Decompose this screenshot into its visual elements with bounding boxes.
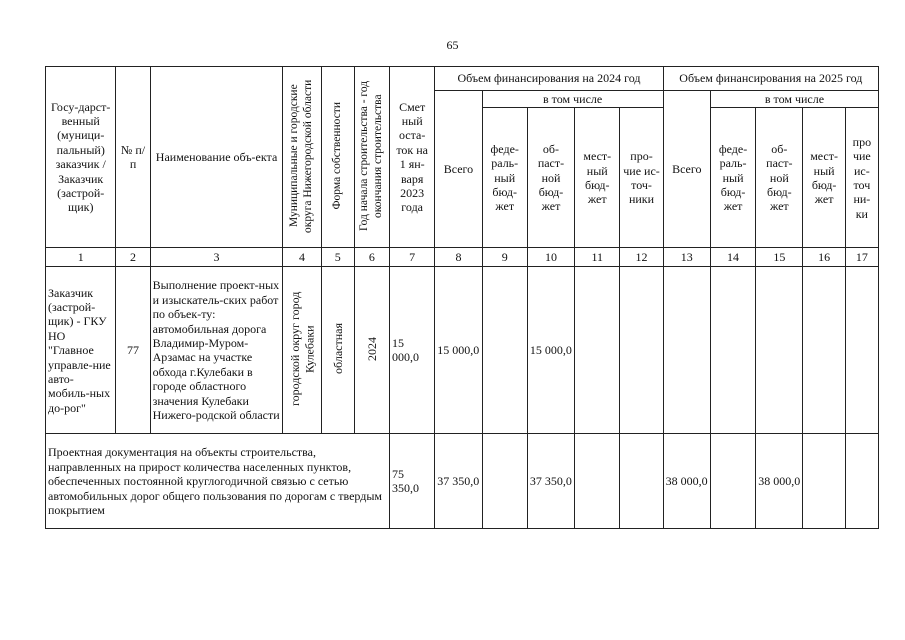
row-number: 77	[116, 267, 150, 434]
row-estimate-balance: 15 000,0	[390, 267, 435, 434]
column-number: 3	[150, 248, 283, 267]
column-number: 10	[527, 248, 574, 267]
row-federal-2025	[710, 267, 755, 434]
financing-table	[45, 66, 879, 529]
column-number: 5	[321, 248, 354, 267]
row-regional-2024: 15 000,0	[527, 267, 574, 434]
header-financing-2024: Объем финансирования на 2024 год	[435, 67, 663, 91]
header-ownership	[321, 67, 354, 248]
header-estimate-balance: Смет ный оста-ток на 1 ян-варя 2023 года	[390, 67, 435, 248]
summary-total-2025: 38 000,0	[663, 434, 710, 529]
summary-regional-2024: 37 350,0	[527, 434, 574, 529]
row-municipality	[283, 267, 321, 434]
header-other-2025: про чие ис-точ ни-ки	[845, 108, 878, 248]
summary-other-2024	[620, 434, 663, 529]
page-number: 65	[446, 38, 459, 52]
header-object-name: Наименование объ-екта	[150, 67, 283, 248]
column-number: 16	[803, 248, 845, 267]
column-number: 17	[845, 248, 878, 267]
column-number: 11	[575, 248, 620, 267]
row-object-name: Выполнение проект-ных и изыскатель-ских работ по объек-ту: автомобильная дорога Владимир-Муром-Арзамас на участке обхода г.Кулебаки в городе областного значения Кулебаки Нижего-родской области	[150, 267, 283, 434]
row-ownership	[321, 267, 354, 434]
row-years	[354, 267, 389, 434]
row-federal-2024	[482, 267, 527, 434]
summary-federal-2025	[710, 434, 755, 529]
column-number: 13	[663, 248, 710, 267]
header-federal-2024: феде-раль-ный бюд-жет	[482, 108, 527, 248]
summary-other-2025	[845, 434, 878, 529]
column-number: 8	[435, 248, 482, 267]
column-number: 2	[116, 248, 150, 267]
header-other-2024: про-чие ис-точ-ники	[620, 108, 663, 248]
column-number: 6	[354, 248, 389, 267]
column-number: 12	[620, 248, 663, 267]
row-regional-2025	[756, 267, 803, 434]
row-total-2025	[663, 267, 710, 434]
header-number: № п/п	[116, 67, 150, 248]
header-financing-2025: Объем финансирования на 2025 год	[663, 67, 878, 91]
row-local-2025	[803, 267, 845, 434]
column-number-row	[46, 248, 879, 267]
header-local-2025: мест-ный бюд-жет	[803, 108, 845, 248]
header-municipality-text: Муниципальные и городские округа Нижегородской области	[288, 78, 315, 233]
row-total-2024: 15 000,0	[435, 267, 482, 434]
header-years	[354, 67, 389, 248]
row-other-2024	[620, 267, 663, 434]
summary-row	[46, 434, 879, 529]
table-row	[46, 267, 879, 434]
header-total-2024: Всего	[435, 91, 482, 248]
row-other-2025	[845, 267, 878, 434]
column-number: 7	[390, 248, 435, 267]
column-number: 14	[710, 248, 755, 267]
header-regional-2025: об-паст-ной бюд-жет	[756, 108, 803, 248]
row-customer: Заказчик (застрой-щик) - ГКУ НО "Главное управле-ние авто-мобиль-ных до-рог"	[46, 267, 116, 434]
summary-text: Проектная документация на объекты строительства, направленных на прирост количества населенных пунктов, обеспеченных постоянной круглогодичной связью с сетью автомобильных дорог общего пользования по дорогам с твердым покрытием	[46, 434, 390, 529]
summary-federal-2024	[482, 434, 527, 529]
row-local-2024	[575, 267, 620, 434]
header-local-2024: мест-ный бюд-жет	[575, 108, 620, 248]
column-number: 9	[482, 248, 527, 267]
column-number: 15	[756, 248, 803, 267]
header-ownership-text: Форма собственности	[330, 101, 343, 210]
summary-regional-2025: 38 000,0	[756, 434, 803, 529]
header-municipality	[283, 67, 321, 248]
row-municipality-text: городской округ город Кулебаки	[287, 291, 317, 406]
header-customer: Госу-дарст-венный (муници-пальный) заказчик / Заказчик (застрой-щик)	[46, 67, 116, 248]
summary-local-2025	[803, 434, 845, 529]
row-ownership-text: областная	[330, 323, 345, 375]
summary-total-2024: 37 350,0	[435, 434, 482, 529]
column-number: 4	[283, 248, 321, 267]
column-number: 1	[46, 248, 116, 267]
summary-local-2024	[575, 434, 620, 529]
header-years-text: Год начала строительства - год окончания строительства	[358, 80, 384, 231]
summary-estimate-balance: 75 350,0	[390, 434, 435, 529]
header-total-2025: Всего	[663, 91, 710, 248]
header-regional-2024: об-паст-ной бюд-жет	[527, 108, 574, 248]
header-including-2025: в том числе	[710, 91, 878, 108]
header-including-2024: в том числе	[482, 91, 663, 108]
row-years-text: 2024	[364, 336, 379, 361]
header-federal-2025: феде-раль-ный бюд-жет	[710, 108, 755, 248]
